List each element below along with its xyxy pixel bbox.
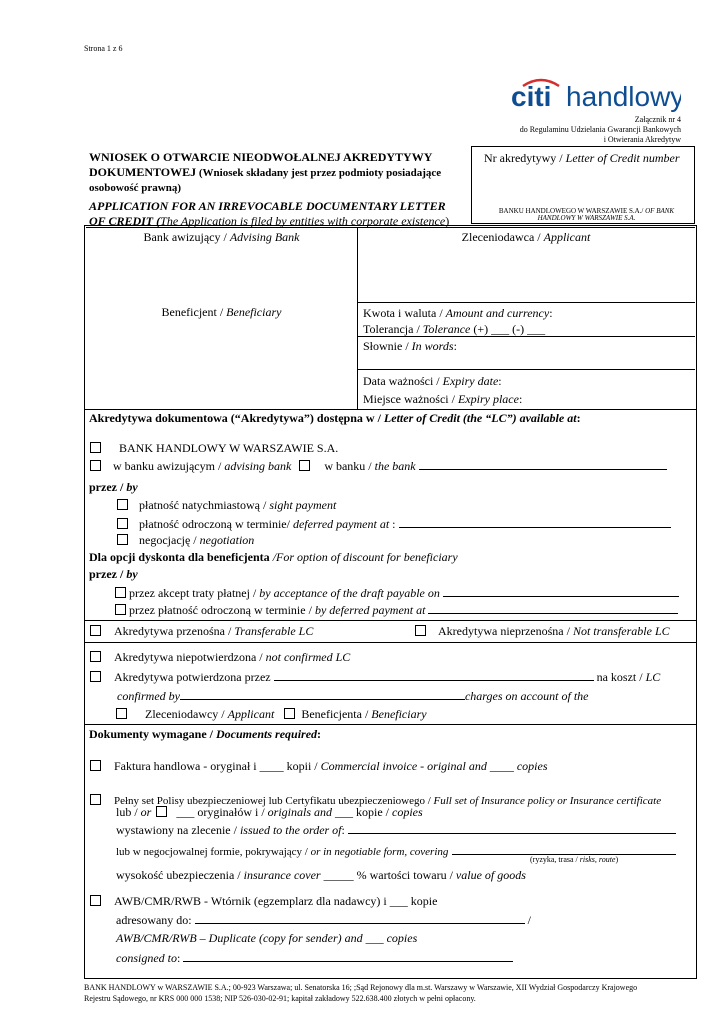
checkbox[interactable]	[117, 499, 128, 510]
checkbox[interactable]	[156, 806, 167, 817]
option-unconfirmed[interactable]: Akredytywa niepotwierdzona / not confirmed LC	[90, 650, 350, 665]
risks-note: (ryzyka, trasa / risks, route)	[530, 855, 619, 864]
beneficiary-field[interactable]: Beneficjent / Beneficiary	[161, 305, 282, 319]
checkbox[interactable]	[117, 534, 128, 545]
checkbox[interactable]	[90, 625, 101, 636]
checkbox[interactable]	[115, 604, 126, 615]
checkbox[interactable]	[116, 708, 127, 719]
checkbox[interactable]	[415, 625, 426, 636]
option-bank-handlowy[interactable]: BANK HANDLOWY W WARSZAWIE S.A.	[90, 441, 338, 456]
by-label-2: przez / by	[89, 567, 138, 581]
citi-handlowy-logo	[511, 76, 681, 112]
in-words-field[interactable]: Słownie / In words:	[363, 339, 457, 353]
footer: BANK HANDLOWY w WARSZAWIE S.A.; 00-923 Warszawa; ul. Senatorska 16; ;Sąd Rejonowy dla m.st. Warszawy w Warszawie, XII Wydział Gospodarczy Krajowego Rejestru Sądowego, nr KRS 000 000 1538; NIP 526-030-02-91; kapitał zakładowy 522.638.400 złotych w pełni opłacony.	[84, 983, 638, 1003]
confirmed-by-line[interactable]: confirmed by charges on account of the	[117, 689, 589, 703]
expiry-field[interactable]: Data ważności / Expiry date: Miejsce ważności / Expiry place:	[363, 374, 523, 406]
option-deferred-2[interactable]: przez płatność odroczoną w terminie / by deferred payment at	[115, 602, 678, 618]
option-negotiation[interactable]: negocjację / negotiation	[117, 533, 254, 548]
doc-awb[interactable]: AWB/CMR/RWB - Wtórnik (egzemplarz dla nadawcy) i ___ kopie	[90, 894, 437, 909]
option-advising-bank[interactable]: w banku awizującym / advising bank w banku / the bank	[90, 458, 667, 474]
checkbox[interactable]	[299, 460, 310, 471]
svg-text:handlowy: handlowy	[566, 81, 681, 112]
doc-insurance[interactable]: Pełny set Polisy ubezpieczeniowej lub Certyfikatu ubezpieczeniowego / Full set of Insurance policy or Insurance certificate	[90, 791, 661, 809]
doc-insurance-value[interactable]: wysokość ubezpieczenia / insurance cover _____ % wartości towaru / value of goods	[116, 868, 526, 882]
checkbox[interactable]	[117, 518, 128, 529]
charges-options[interactable]: Zleceniodawcy / Applicant Beneficjenta / Beneficiary	[116, 707, 427, 722]
doc-consigned[interactable]: consigned to:	[116, 950, 513, 966]
doc-addressed[interactable]: adresowany do: /	[116, 913, 531, 927]
checkbox[interactable]	[90, 671, 101, 682]
discount-heading: Dla opcji dyskonta dla beneficjenta /For option of discount for beneficiary	[89, 550, 458, 564]
checkbox[interactable]	[90, 460, 101, 471]
doc-invoice[interactable]: Faktura handlowa - oryginał i ____ kopii / Commercial invoice - original and ____ copies	[90, 759, 548, 774]
advising-bank-field[interactable]: Bank awizujący / Advising Bank	[143, 230, 300, 244]
by-label: przez / by	[89, 480, 138, 494]
amount-field[interactable]: Kwota i waluta / Amount and currency: Tolerancja / Tolerance (+) ___ (-) ___	[363, 306, 553, 336]
lc-number-box[interactable]: Nr akredytywy / Letter of Credit number BANKU HANDLOWEGO W WARSZAWIE S.A./ OF BANK HANDLOWY W WARSZAWIE S.A.	[471, 146, 695, 224]
doc-awb-en: AWB/CMR/RWB – Duplicate (copy for sender) and ___ copies	[116, 931, 418, 945]
option-confirmed[interactable]: Akredytywa potwierdzona przez na koszt / LC	[90, 669, 660, 685]
option-non-transferable[interactable]: Akredytywa nieprzenośna / Not transferable LC	[415, 624, 670, 639]
checkbox[interactable]	[90, 760, 101, 771]
checkbox[interactable]	[90, 794, 101, 805]
option-deferred-payment[interactable]: płatność odroczoną w terminie/ deferred payment at :	[117, 516, 671, 532]
checkbox[interactable]	[284, 708, 295, 719]
applicant-field[interactable]: Zleceniodawca / Applicant	[461, 230, 591, 244]
checkbox[interactable]	[90, 442, 101, 453]
availability-heading: Akredytywa dokumentowa (“Akredytywa”) dostępna w / Letter of Credit (the “LC”) available at:	[89, 411, 581, 425]
checkbox[interactable]	[115, 587, 126, 598]
documents-heading: Dokumenty wymagane / Documents required:	[89, 727, 322, 741]
doc-insurance-count[interactable]: lub / or ___ oryginałów i / originals and ___ kopie / copies	[116, 805, 423, 819]
option-transferable[interactable]: Akredytywa przenośna / Transferable LC	[90, 624, 313, 639]
svg-text:citi: citi	[511, 81, 552, 112]
checkbox[interactable]	[90, 895, 101, 906]
form-title: WNIOSEK O OTWARCIE NIEODWOŁALNEJ AKREDYTYWY DOKUMENTOWEJ (Wniosek składany jest przez podmioty posiadające osobowość prawną) APPLICATION FOR AN IRREVOCABLE DOCUMENTARY LETTER OF CREDIT (The Application is filed by entities with corporate existence)	[89, 150, 450, 228]
doc-negotiable[interactable]: lub w negocjowalnej formie, pokrywający / or in negotiable form, covering	[116, 842, 676, 860]
option-acceptance[interactable]: przez akcept traty płatnej / by acceptance of the draft payable on	[115, 585, 679, 601]
option-sight-payment[interactable]: płatność natychmiastową / sight payment	[117, 498, 336, 513]
doc-order-of[interactable]: wystawiony na zlecenie / issued to the order of:	[116, 822, 676, 838]
annex-note: Załącznik nr 4 do Regulaminu Udzielania Gwarancji Bankowych i Otwierania Akredytyw	[519, 115, 681, 144]
page-number: Strona 1 z 6	[84, 44, 123, 53]
checkbox[interactable]	[90, 651, 101, 662]
